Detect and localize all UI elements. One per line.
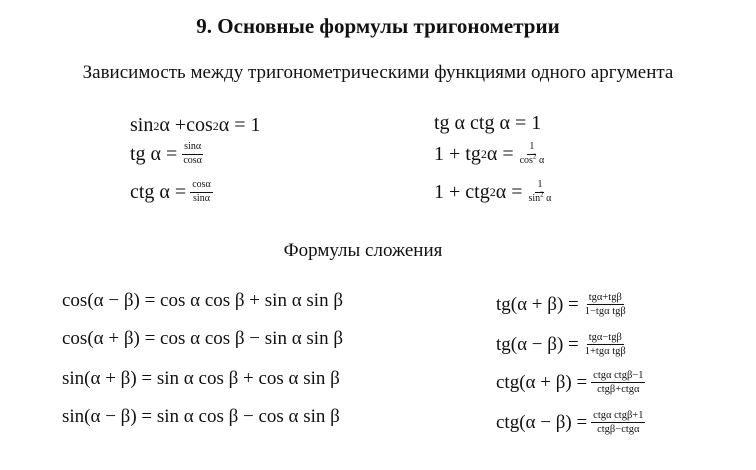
numerator: ctgα ctgβ+1 (591, 410, 645, 423)
den-text: α (536, 154, 545, 166)
section-heading-addition: Формулы сложения (283, 240, 443, 261)
formula-lhs: ctg(α + β) = (496, 371, 588, 393)
exponent: 2 (540, 190, 544, 199)
numerator: tgα+tgβ (587, 292, 624, 305)
denominator: cosα (183, 154, 202, 166)
formula-text: tg α ctg α = 1 (434, 112, 542, 134)
formula-ctg-difference (496, 410, 645, 435)
formula-text: α = (486, 142, 514, 165)
formula-lhs: ctg(α − β) = (496, 411, 588, 433)
denominator (518, 152, 547, 167)
fraction (181, 142, 204, 166)
formula-tg-difference (496, 332, 628, 357)
formula-lhs: ctg α = (130, 180, 187, 203)
denominator (526, 190, 553, 205)
formula-lhs: tg(α − β) = (496, 333, 579, 355)
page-title: 9. Основные формулы тригонометрии (196, 14, 560, 38)
fraction (583, 292, 628, 317)
fraction (190, 180, 213, 204)
fraction (591, 370, 645, 395)
formula-text: α = (495, 180, 523, 203)
formula-lhs: tg(α + β) = (496, 293, 579, 315)
numerator: sinα (182, 142, 203, 155)
formula-cotangent-squared: 1 + ctg 2 α = $\frac{1}{\sin^2 \alpha}$ (434, 179, 552, 204)
formula-tg-ctg-product (434, 112, 541, 135)
fraction (518, 142, 547, 166)
den-text: cos (519, 154, 533, 166)
formula-tangent-definition (130, 142, 204, 166)
formula-cotangent-definition (130, 180, 213, 204)
formula-text: cos (186, 114, 213, 136)
numerator: 1 (535, 180, 544, 193)
formula-tangent-squared: 1 + tg 2 α = $\frac{1}{\cos^2 \alpha}$ (434, 141, 545, 166)
denominator: sinα (193, 192, 210, 204)
numerator: ctgα ctgβ−1 (591, 370, 645, 383)
formula-text: α = 1 (218, 114, 261, 136)
denominator: ctgβ−ctgα (597, 424, 640, 436)
numerator: tgα−tgβ (587, 332, 624, 345)
formula-sin-sum: sin(α + β) = sin α cos β + cos α sin β (62, 368, 340, 389)
formula-pythagorean-identity: sin 2 α + cos 2 α = 1 (130, 114, 261, 136)
fraction (591, 410, 645, 435)
numerator: cosα (190, 180, 213, 193)
denominator: 1+tgα tgβ (584, 346, 626, 358)
formula-tg-sum (496, 292, 628, 317)
section-heading-basic-relations: Зависимость между тригонометрическими функциями одного аргумента (82, 62, 674, 83)
formula-text: 1 + ctg (434, 180, 490, 203)
fraction (583, 332, 628, 357)
formula-text: 1 + tg (434, 142, 481, 165)
formula-cos-difference: cos(α − β) = cos α cos β + sin α sin β (62, 290, 343, 311)
formula-cos-sum: cos(α + β) = cos α cos β − sin α sin β (62, 328, 343, 349)
denominator: ctgβ+ctgα (597, 384, 640, 396)
denominator: 1−tgα tgβ (584, 306, 626, 318)
formula-ctg-sum (496, 370, 645, 395)
den-text: α (543, 192, 552, 204)
formula-sin-difference: sin(α − β) = sin α cos β − cos α sin β (62, 406, 340, 427)
den-text: sin (528, 192, 541, 204)
formula-lhs: tg α = (130, 142, 178, 165)
formula-text: sin (130, 114, 154, 136)
fraction (526, 180, 553, 204)
formula-text: α + (159, 114, 187, 136)
exponent: 2 (532, 152, 537, 161)
numerator: 1 (527, 142, 536, 155)
